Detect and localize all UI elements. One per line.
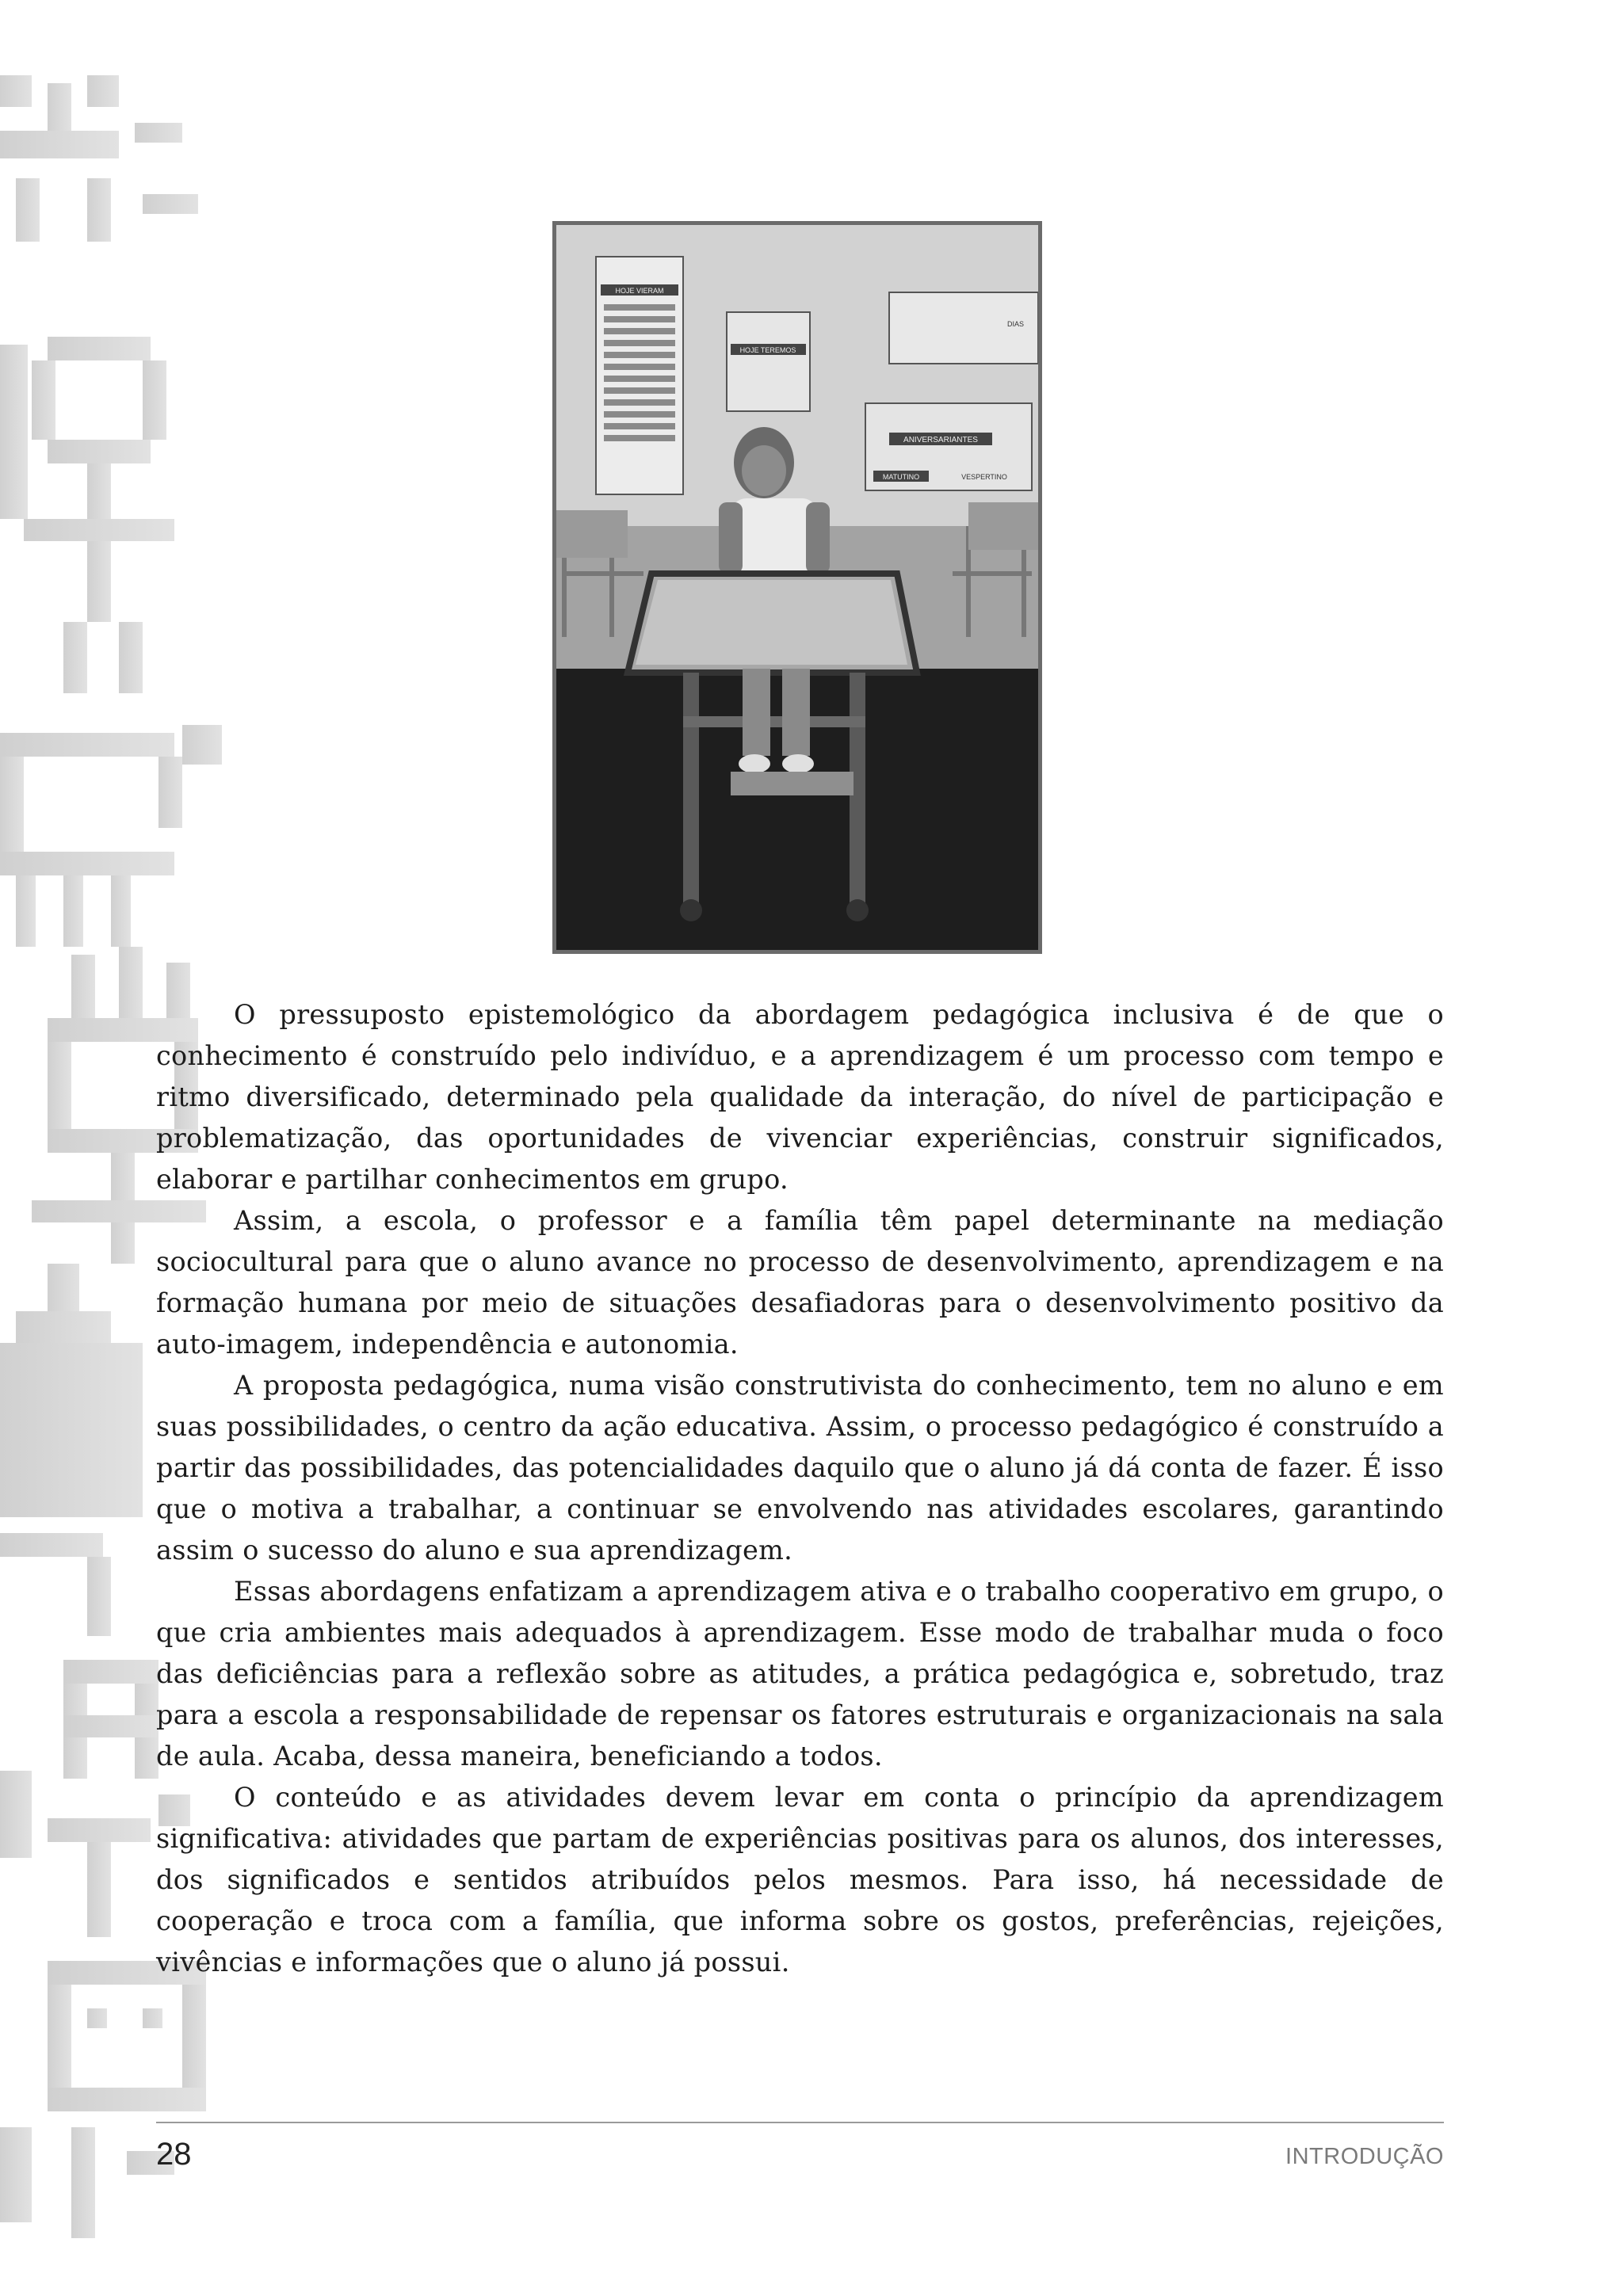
footer-divider: [156, 2122, 1444, 2123]
board-label: HOJE VIERAM: [615, 287, 664, 295]
paragraph: Assim, a escola, o professor e a família têm papel determinante na mediação sociocultural para que o aluno avance no processo de desenvolvimento, aprendizagem e na formação humana por meio de situações desafiadoras para o desenvolvimento positivo da auto-imagem, independência e autonomia.: [156, 1205, 1444, 1360]
paragraph: Essas abordagens enfatizam a aprendizagem ativa e o trabalho cooperativo em grupo, o que cria ambientes mais adequados à aprendizagem. Esse modo de trabalhar muda o foco das deficiências para a reflexão sobre as atitudes, a prática pedagógica e, sobretudo, traz para a escola a responsabilidade de repensar os fatores estruturais e organizacionais na sala de aula. Acaba, dessa maneira, beneficiando a todos.: [156, 1576, 1444, 1772]
paragraph: O pressuposto epistemológico da abordagem pedagógica inclusiva é de que o conhecimento é construído pelo indivíduo, e a aprendizagem é um processo com tempo e ritmo diversificado, determinado pela qualidade da interação, do nível de participação e problematização, das oportunidades de vivenciar experiências, construir significados, elaborar e partilhar conhecimentos em grupo.: [156, 999, 1444, 1195]
body-text: [156, 994, 1444, 1983]
classroom-photo: [552, 221, 1042, 954]
photo-image: [556, 225, 1038, 950]
page-number: 28: [156, 2137, 192, 2172]
board-label: MATUTINO: [882, 473, 920, 481]
section-running-head: INTRODUÇÃO: [1285, 2144, 1444, 2169]
paragraph: O conteúdo e as atividades devem levar em conta o princípio da aprendizagem significativa: atividades que partam de experiências positivas para os alunos, dos interesses, dos significados e sentidos atribuídos pelos mesmos. Para isso, há necessidade de cooperação e troca com a família, que informa sobre os gostos, preferências, rejeições, vivências e informações que o aluno já possui.: [156, 1782, 1444, 1978]
board-label: DIAS: [1006, 320, 1024, 328]
board-label: VESPERTINO: [961, 473, 1007, 481]
board-label: ANIVERSARIANTES: [903, 436, 978, 444]
board-label: HOJE TEREMOS: [739, 346, 796, 354]
paragraph: A proposta pedagógica, numa visão construtivista do conhecimento, tem no aluno e em suas possibilidades, o centro da ação educativa. Assim, o processo pedagógico é construído a partir das possibilidades, das potencialidades daquilo que o aluno já dá conta de fazer. É isso que o motiva a trabalhar, a continuar se envolvendo nas atividades escolares, garantindo assim o sucesso do aluno e sua aprendizagem.: [156, 1370, 1444, 1566]
